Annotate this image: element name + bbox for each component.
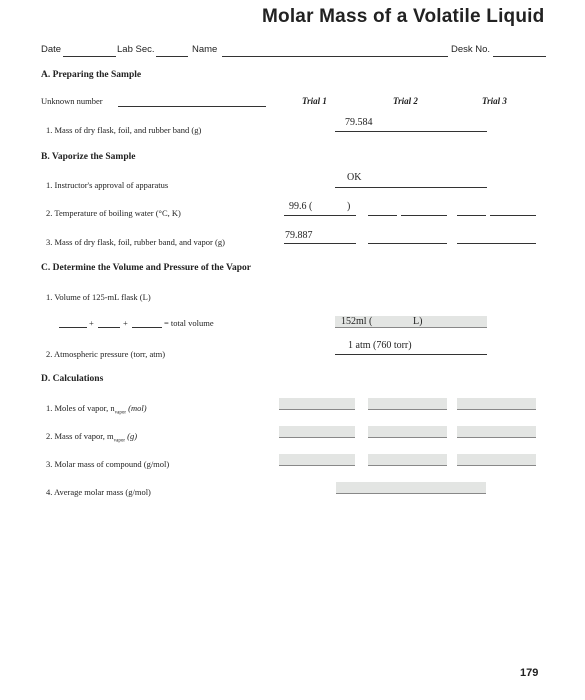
moles-vapor-label-unit: (mol): [125, 403, 147, 413]
vapor-mass-total-trial2-field[interactable]: [368, 243, 447, 244]
section-b-heading: B. Vaporize the Sample: [41, 152, 136, 162]
unknown-number-field[interactable]: [118, 106, 266, 107]
plus-sign-1: +: [89, 318, 94, 328]
trial-3-header: Trial 3: [482, 96, 507, 106]
name-label: Name: [192, 44, 218, 55]
page-title: Molar Mass of a Volatile Liquid: [262, 6, 545, 27]
total-volume-label: = total volume: [164, 318, 214, 328]
molar-mass-label: 3. Molar mass of compound (g/mol): [46, 459, 170, 469]
lab-sec-field[interactable]: [156, 56, 188, 57]
volume-blank-1[interactable]: [59, 327, 87, 328]
volume-blank-2[interactable]: [98, 327, 120, 328]
molar-mass-trial1-field[interactable]: [279, 454, 355, 466]
volume-blank-3[interactable]: [132, 327, 162, 328]
date-label: Date: [41, 44, 62, 55]
boiling-temp-trial2-c-field[interactable]: [368, 215, 397, 216]
trial-2-header: Trial 2: [393, 96, 418, 106]
atm-pressure-value: 1 atm (760 torr): [348, 340, 412, 351]
approval-label: 1. Instructor's approval of apparatus: [46, 180, 169, 190]
flask-mass-label: 1. Mass of dry flask, foil, and rubber band (g): [46, 125, 202, 135]
molar-mass-trial2-field[interactable]: [368, 454, 447, 466]
mass-vapor-label: [46, 431, 137, 444]
moles-vapor-trial3-field[interactable]: [457, 398, 536, 410]
moles-vapor-trial1-field[interactable]: [279, 398, 355, 410]
flask-mass-field[interactable]: [335, 131, 487, 132]
vapor-mass-total-value: 79.887: [285, 230, 313, 241]
approval-value: OK: [347, 172, 362, 183]
boiling-temp-label: 2. Temperature of boiling water (°C, K): [46, 208, 181, 218]
approval-field[interactable]: [335, 187, 487, 188]
section-c-heading: C. Determine the Volume and Pressure of the Vapor: [41, 263, 251, 273]
boiling-temp-trial2-k-field[interactable]: [401, 215, 447, 216]
flask-volume-label: 1. Volume of 125-mL flask (L): [46, 292, 151, 302]
mass-vapor-trial2-field[interactable]: [368, 426, 447, 438]
plus-sign-2: +: [123, 318, 128, 328]
vapor-mass-total-label: 3. Mass of dry flask, foil, rubber band, and vapor (g): [46, 237, 225, 247]
moles-vapor-label: [46, 403, 147, 416]
volume-value-liters: L): [413, 316, 423, 327]
mass-vapor-trial3-field[interactable]: [457, 426, 536, 438]
name-field[interactable]: [222, 56, 448, 57]
desk-no-field[interactable]: [493, 56, 546, 57]
unknown-number-label: Unknown number: [41, 96, 103, 106]
vapor-mass-total-trial3-field[interactable]: [457, 243, 536, 244]
boiling-temp-trial3-k-field[interactable]: [490, 215, 536, 216]
moles-vapor-label-sub: vapor: [114, 410, 126, 416]
mass-vapor-trial1-field[interactable]: [279, 426, 355, 438]
avg-molar-mass-label: 4. Average molar mass (g/mol): [46, 487, 151, 497]
mass-vapor-label-prefix: 2. Mass of vapor, m: [46, 431, 114, 441]
molar-mass-trial3-field[interactable]: [457, 454, 536, 466]
section-a-heading: A. Preparing the Sample: [41, 70, 142, 80]
boiling-temp-k-value: ): [347, 201, 351, 212]
section-d-heading: D. Calculations: [41, 374, 104, 384]
atm-pressure-label: 2. Atmospheric pressure (torr, atm): [46, 349, 166, 359]
boiling-temp-trial1-field[interactable]: [284, 215, 356, 216]
trial-1-header: Trial 1: [302, 96, 327, 106]
atm-pressure-field[interactable]: [335, 354, 487, 355]
avg-molar-mass-field[interactable]: [336, 482, 486, 494]
desk-no-label: Desk No.: [451, 44, 491, 55]
moles-vapor-label-prefix: 1. Moles of vapor, n: [46, 403, 115, 413]
lab-sec-label: Lab Sec.: [117, 44, 155, 55]
volume-value: 152ml (: [341, 316, 373, 327]
mass-vapor-label-unit: (g): [125, 431, 138, 441]
date-field[interactable]: [63, 56, 116, 57]
moles-vapor-trial2-field[interactable]: [368, 398, 447, 410]
boiling-temp-trial3-c-field[interactable]: [457, 215, 486, 216]
vapor-mass-total-trial1-field[interactable]: [284, 243, 356, 244]
boiling-temp-c-value: 99.6 (: [289, 201, 313, 212]
mass-vapor-label-sub: vapor: [113, 438, 126, 444]
flask-mass-value: 79.584: [345, 117, 373, 128]
page-number: 179: [520, 667, 539, 679]
